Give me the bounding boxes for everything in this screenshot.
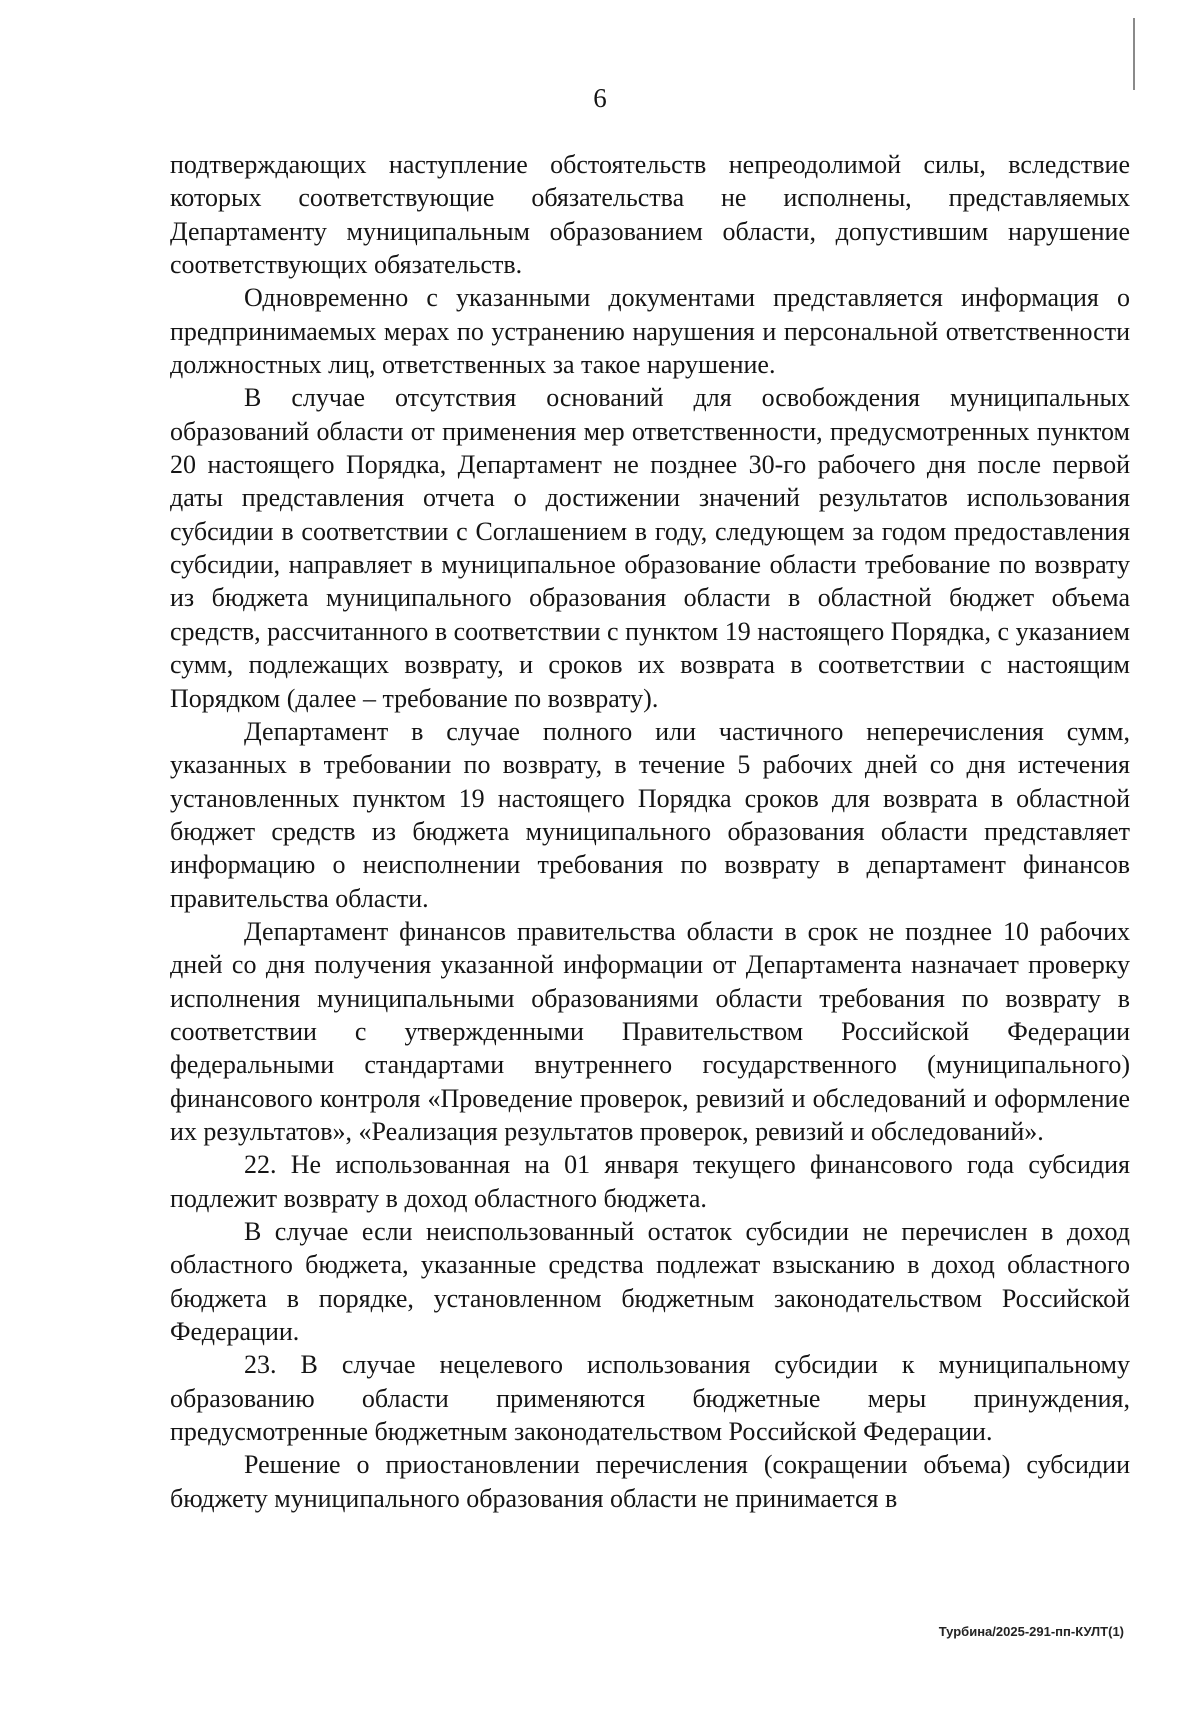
paragraph-3: В случае отсутствия оснований для освобождения муниципальных образований области от применения мер ответственности, предусмотренных пунктом 20 настоящего Порядка, Департамент не позднее 30-го рабочего дня после первой даты представления отчета о достижении значений результатов использования субсидии в соответствии с Соглашением в году, следующем за годом предоставления субсидии, направляет в муниципальное образование области требование по возврату из бюджета муниципального образования области в областной бюджет объема средств, рассчитанного в соответствии с пунктом 19 настоящего Порядка, с указанием сумм, подлежащих возврату, и сроков их возврата в соответствии с настоящим Порядком (далее – требование по возврату). [170,383,1130,713]
document-code: Турбина/2025-291-пп-КУЛТ(1) [938,1624,1124,1639]
page-number: 6 [593,83,607,113]
paragraph-5: Департамент финансов правительства области в срок не позднее 10 рабочих дней со дня получения указанной информации от Департамента назначает проверку исполнения муниципальными образованиями области требования по возврату в соответствии с утвержденными Правительством Российской Федерации федеральными стандартами внутреннего государственного (муниципального) финансового контроля «Проведение проверок, ревизий и обследований и оформление их результатов», «Реализация результатов проверок, ревизий и обследований». [170,916,1130,1146]
paragraph-clause-22: 22. Не использованная на 01 января текущего финансового года субсидия подлежит возврату в доход областного бюджета. [170,1150,1130,1213]
document-body [170,148,1130,1515]
paragraph-9: Решение о приостановлении перечисления (сокращении объема) субсидии бюджету муниципального образования области не принимается в [170,1450,1130,1513]
paragraph-7: В случае если неиспользованный остаток субсидии не перечислен в доход областного бюджета, указанные средства подлежат взысканию в доход областного бюджета в порядке, установленном бюджетным законодательством Российской Федерации. [170,1217,1130,1347]
paragraph-4: Департамент в случае полного или частичного неперечисления сумм, указанных в требовании по возврату, в течение 5 рабочих дней со дня истечения установленных пунктом 19 настоящего Порядка сроков для возврата в областной бюджет средств из бюджета муниципального образования области представляет информацию о неисполнении требования по возврату в департамент финансов правительства области. [170,716,1130,913]
paragraph-1: подтверждающих наступление обстоятельств непреодолимой силы, вследствие которых соответствующие обязательства не исполнены, представляемых Департаменту муниципальным образованием области, допустившим нарушение соответствующих обязательств. [170,150,1130,280]
scan-edge-line [1133,18,1135,90]
paragraph-2: Одновременно с указанными документами представляется информация о предпринимаемых мерах по устранению нарушения и персональной ответственности должностных лиц, ответственных за такое нарушение. [170,283,1130,380]
paragraph-clause-23: 23. В случае нецелевого использования субсидии к муниципальному образованию области применяются бюджетные меры принуждения, предусмотренные бюджетным законодательством Российской Федерации. [170,1350,1130,1447]
